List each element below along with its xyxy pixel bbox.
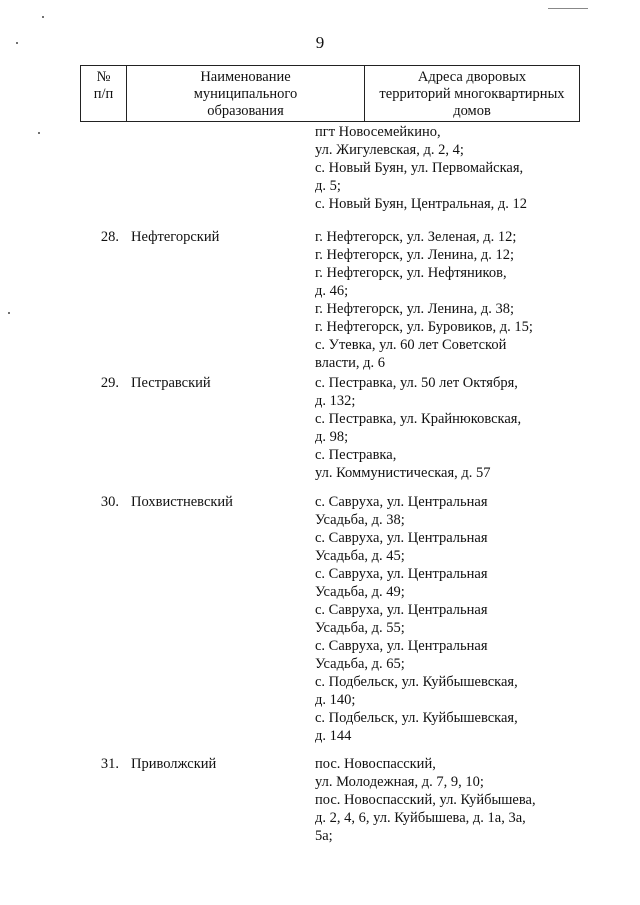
scan-speck [38, 132, 40, 134]
address-line: г. Нефтегорск, ул. Ленина, д. 38; [315, 301, 515, 317]
municipality-name: Похвистневский [131, 494, 233, 510]
address-line: с. Пестравка, ул. Крайнюковская, [315, 411, 522, 427]
address-line: г. Нефтегорск, ул. Зеленая, д. 12; [315, 229, 517, 245]
address-line: ул. Коммунистическая, д. 57 [315, 465, 491, 481]
address-line: д. 2, 4, 6, ул. Куйбышева, д. 1а, 3а, [315, 810, 526, 826]
address-list [315, 374, 575, 482]
address-list [315, 123, 575, 213]
address-line: с. Новый Буян, Центральная, д. 12 [315, 196, 527, 212]
header-col-number [81, 66, 127, 121]
address-line: с. Пестравка, [315, 447, 397, 463]
row-number: 30. [100, 494, 119, 510]
address-line: ул. Молодежная, д. 7, 9, 10; [315, 774, 484, 790]
municipality-name: Приволжский [131, 756, 217, 772]
address-line: Усадьба, д. 55; [315, 620, 405, 636]
address-line: пгт Новосемейкино, [315, 124, 441, 140]
municipality-name: Нефтегорский [131, 229, 220, 245]
address-list [315, 493, 575, 745]
table-header [80, 65, 580, 122]
scan-speck [42, 16, 44, 18]
address-line: д. 140; [315, 692, 356, 708]
address-line: д. 144 [315, 728, 352, 744]
address-line: д. 5; [315, 178, 341, 194]
row-number: 29. [100, 375, 119, 391]
address-list [315, 755, 575, 845]
address-line: Усадьба, д. 45; [315, 548, 405, 564]
header-col-addresses [365, 66, 579, 121]
scan-speck [8, 312, 10, 314]
address-line: ул. Жигулевская, д. 2, 4; [315, 142, 464, 158]
address-line: с. Савруха, ул. Центральная [315, 638, 488, 654]
address-line: власти, д. 6 [315, 355, 385, 371]
address-line: Усадьба, д. 65; [315, 656, 405, 672]
header-text: № [96, 69, 111, 85]
header-text: территорий многоквартирных [379, 86, 565, 102]
address-line: с. Новый Буян, ул. Первомайская, [315, 160, 524, 176]
header-text: Адреса дворовых [417, 69, 527, 85]
address-line: пос. Новоспасский, [315, 756, 436, 772]
address-line: 5а; [315, 828, 333, 844]
row-number: 31. [100, 756, 119, 772]
address-line: д. 46; [315, 283, 349, 299]
page-number: 9 [315, 33, 325, 52]
address-line: с. Подбельск, ул. Куйбышевская, [315, 674, 518, 690]
municipality-name: Пестравский [131, 375, 211, 391]
scan-speck [16, 42, 18, 44]
address-line: д. 98; [315, 429, 349, 445]
address-line: г. Нефтегорск, ул. Буровиков, д. 15; [315, 319, 533, 335]
header-text: муниципального [193, 86, 298, 102]
address-line: с. Савруха, ул. Центральная [315, 566, 488, 582]
header-text: п/п [93, 86, 114, 102]
address-line: с. Утевка, ул. 60 лет Советской [315, 337, 507, 353]
header-text: домов [453, 103, 491, 119]
address-line: г. Нефтегорск, ул. Ленина, д. 12; [315, 247, 515, 263]
row-number: 28. [100, 229, 119, 245]
address-list [315, 228, 575, 372]
address-line: с. Пестравка, ул. 50 лет Октября, [315, 375, 518, 391]
scan-speck [548, 8, 588, 9]
address-line: пос. Новоспасский, ул. Куйбышева, [315, 792, 536, 808]
header-text: Наименование [200, 69, 291, 85]
address-line: с. Савруха, ул. Центральная [315, 494, 488, 510]
address-line: Усадьба, д. 49; [315, 584, 405, 600]
header-text: образования [207, 103, 284, 119]
address-line: с. Савруха, ул. Центральная [315, 530, 488, 546]
address-line: г. Нефтегорск, ул. Нефтяников, [315, 265, 507, 281]
address-line: Усадьба, д. 38; [315, 512, 405, 528]
address-line: с. Подбельск, ул. Куйбышевская, [315, 710, 518, 726]
address-line: с. Савруха, ул. Центральная [315, 602, 488, 618]
address-line: д. 132; [315, 393, 356, 409]
header-col-municipality [127, 66, 365, 121]
